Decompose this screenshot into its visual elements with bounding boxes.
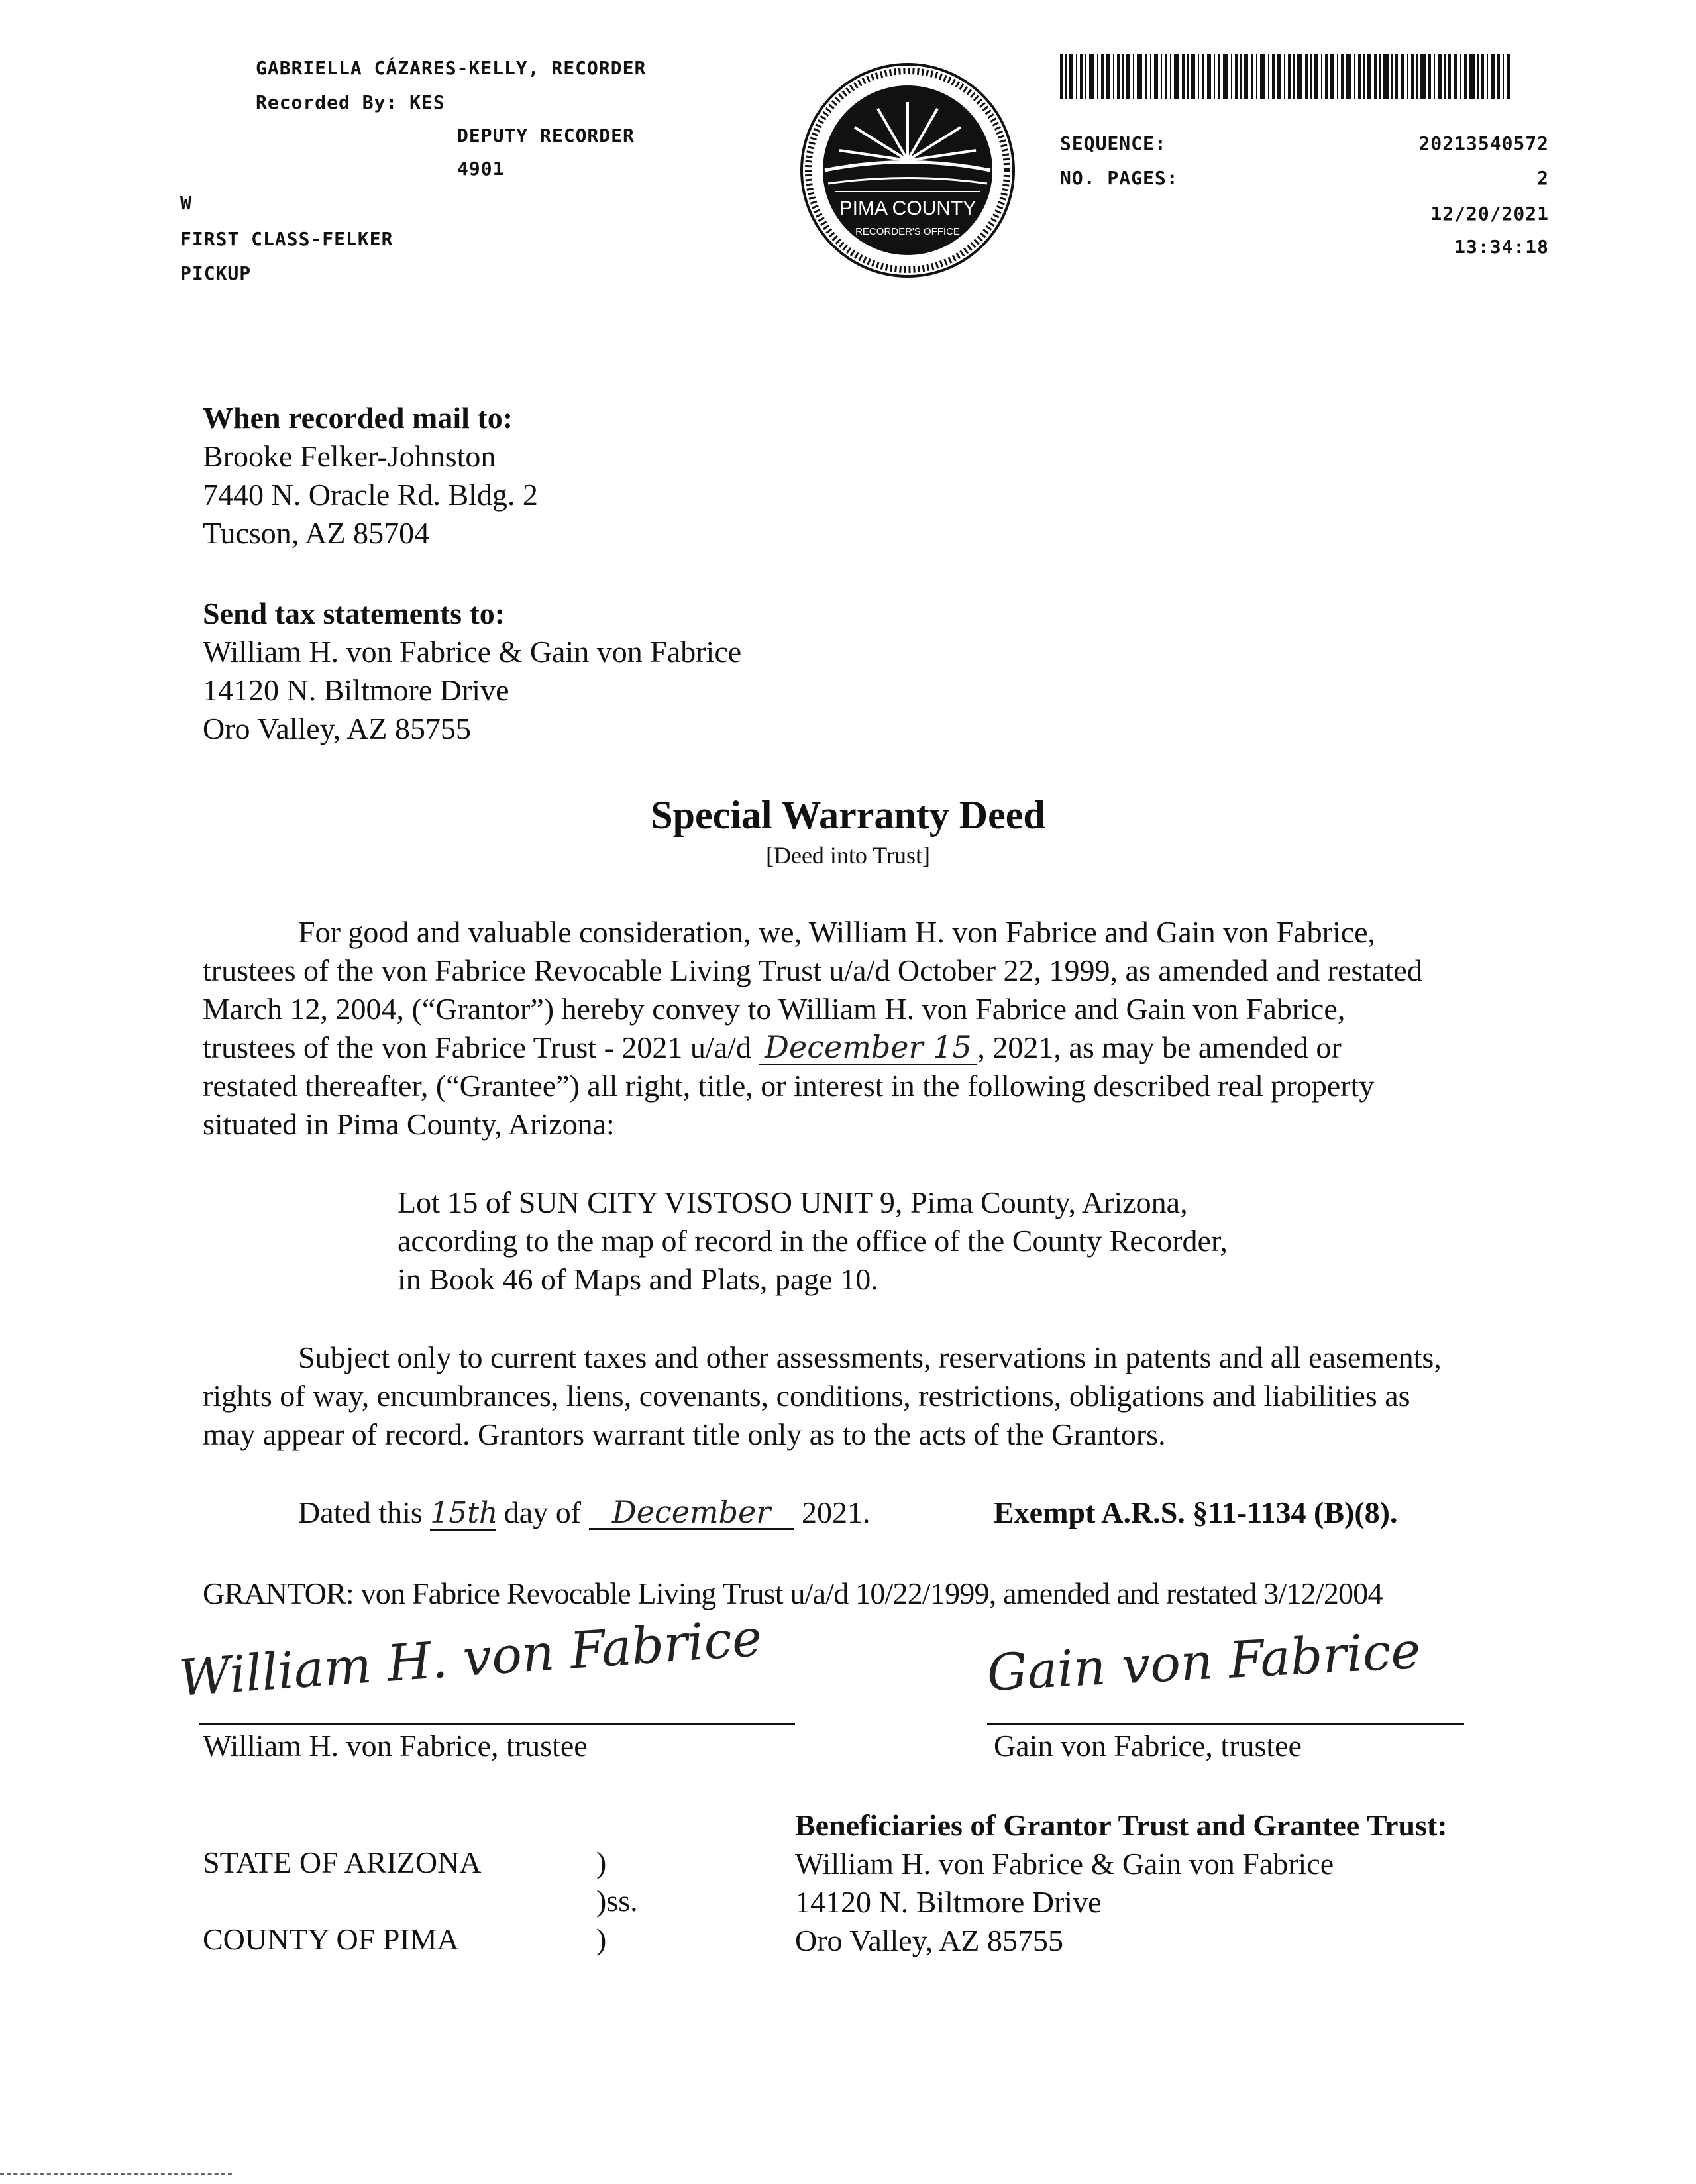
venue-paren-2: ) bbox=[596, 1922, 607, 1956]
right-signature-line bbox=[987, 1723, 1464, 1725]
tax-to-city: Oro Valley, AZ 85755 bbox=[203, 712, 472, 745]
venue-state: STATE OF ARIZONA bbox=[203, 1845, 482, 1879]
para1-line4 bbox=[203, 1028, 1495, 1067]
conveyance-paragraph bbox=[203, 913, 1495, 1144]
month-handwritten: December bbox=[589, 1496, 794, 1530]
mail-to-city: Tucson, AZ 85704 bbox=[203, 516, 430, 550]
exempt-statement: Exempt A.R.S. §11-1134 (B)(8). bbox=[994, 1496, 1398, 1529]
legal-line1: Lot 15 of SUN CITY VISTOSO UNIT 9, Pima County, Arizona, bbox=[398, 1185, 1188, 1219]
deputy-number: 4901 bbox=[457, 158, 505, 180]
tax-to-street: 14120 N. Biltmore Drive bbox=[203, 673, 509, 707]
left-signature: William H. von Fabrice bbox=[176, 1608, 764, 1708]
sequence-value: 20213540572 bbox=[1418, 133, 1549, 154]
beneficiaries-city: Oro Valley, AZ 85755 bbox=[795, 1924, 1064, 1957]
seal-subtext: RECORDER'S OFFICE bbox=[855, 226, 960, 237]
day-handwritten: 15th bbox=[430, 1496, 498, 1530]
para1-line6: situated in Pima County, Arizona: bbox=[203, 1107, 615, 1141]
trust-date-handwritten: December 15 bbox=[759, 1030, 977, 1065]
seal-text: PIMA COUNTY bbox=[839, 197, 977, 219]
para1-line1: For good and valuable consideration, we, William H. von Fabrice and Gain von Fabrice, bbox=[298, 915, 1376, 949]
barcode bbox=[1060, 54, 1510, 99]
para2-line1: Subject only to current taxes and other assessments, reservations in patents and all easements, bbox=[298, 1340, 1442, 1374]
para1-line5: restated thereafter, (“Grantee”) all right, title, or interest in the following described real property bbox=[203, 1069, 1375, 1103]
tax-to-name: William H. von Fabrice & Gain von Fabrice bbox=[203, 635, 742, 669]
left-signature-line bbox=[199, 1723, 795, 1725]
tax-to-block bbox=[203, 594, 741, 748]
beneficiaries-street: 14120 N. Biltmore Drive bbox=[795, 1885, 1102, 1919]
para1-line2: trustees of the von Fabrice Revocable Living Trust u/a/d October 22, 1999, as amended and restated bbox=[203, 954, 1422, 987]
dated-mid: day of bbox=[496, 1496, 589, 1529]
venue-county: COUNTY OF PIMA bbox=[203, 1922, 459, 1956]
venue-ss: )ss. bbox=[596, 1884, 638, 1918]
dated-post: 2021. bbox=[794, 1496, 871, 1529]
mail-type: FIRST CLASS-FELKER bbox=[180, 228, 394, 250]
page-title: Special Warranty Deed bbox=[651, 793, 1045, 837]
pages-label: NO. PAGES: bbox=[1060, 167, 1179, 189]
page-subtitle: [Deed into Trust] bbox=[765, 842, 930, 869]
dated-pre: Dated this bbox=[298, 1496, 431, 1529]
mail-to-name: Brooke Felker-Johnston bbox=[203, 439, 496, 473]
recorder-name: GABRIELLA CÁZARES-KELLY, RECORDER bbox=[256, 57, 647, 79]
para1-line3: March 12, 2004, (“Grantor”) hereby convey to William H. von Fabrice and Gain von Fabrice, bbox=[203, 992, 1346, 1026]
scan-margin-line bbox=[0, 2173, 232, 2175]
grantor-line: GRANTOR: von Fabrice Revocable Living Trust u/a/d 10/22/1999, amended and restated 3/12/2004 bbox=[203, 1576, 1383, 1610]
sequence-label: SEQUENCE: bbox=[1060, 133, 1167, 154]
legal-description bbox=[398, 1183, 1228, 1299]
pickup: PICKUP bbox=[180, 262, 252, 284]
recorded-time: 13:34:18 bbox=[1454, 236, 1549, 258]
beneficiaries-heading: Beneficiaries of Grantor Trust and Grantee Trust: bbox=[795, 1808, 1448, 1842]
para2-line2: rights of way, encumbrances, liens, covenants, conditions, restrictions, obligations and liabilities as bbox=[203, 1379, 1410, 1413]
code-w: W bbox=[180, 192, 192, 214]
legal-line3: in Book 46 of Maps and Plats, page 10. bbox=[398, 1262, 878, 1296]
deputy-title: DEPUTY RECORDER bbox=[457, 125, 635, 146]
mail-to-street: 7440 N. Oracle Rd. Bldg. 2 bbox=[203, 478, 538, 512]
tax-to-heading: Send tax statements to: bbox=[203, 596, 505, 630]
mail-to-heading: When recorded mail to: bbox=[203, 401, 513, 435]
subject-to-paragraph bbox=[203, 1338, 1442, 1454]
legal-line2: according to the map of record in the office of the County Recorder, bbox=[398, 1224, 1228, 1258]
right-signature: Gain von Fabrice bbox=[985, 1620, 1422, 1702]
dated-line bbox=[298, 1494, 871, 1532]
beneficiaries-block bbox=[795, 1806, 1448, 1960]
mail-to-block bbox=[203, 399, 538, 553]
beneficiaries-name: William H. von Fabrice & Gain von Fabrice bbox=[795, 1847, 1334, 1881]
para1-line4-pre: trustees of the von Fabrice Trust - 2021 u/a/d bbox=[203, 1030, 759, 1064]
pages-value: 2 bbox=[1537, 167, 1549, 189]
recorded-by: Recorded By: KES bbox=[256, 91, 445, 113]
venue-paren-1: ) bbox=[596, 1845, 607, 1879]
para1-line4-post: , 2021, as may be amended or bbox=[977, 1030, 1342, 1064]
para2-line3: may appear of record. Grantors warrant title only as to the acts of the Grantors. bbox=[203, 1417, 1166, 1451]
left-signature-caption: William H. von Fabrice, trustee bbox=[203, 1729, 588, 1763]
recorded-date: 12/20/2021 bbox=[1430, 203, 1549, 225]
pima-county-seal bbox=[798, 61, 1017, 280]
right-signature-caption: Gain von Fabrice, trustee bbox=[994, 1729, 1302, 1763]
